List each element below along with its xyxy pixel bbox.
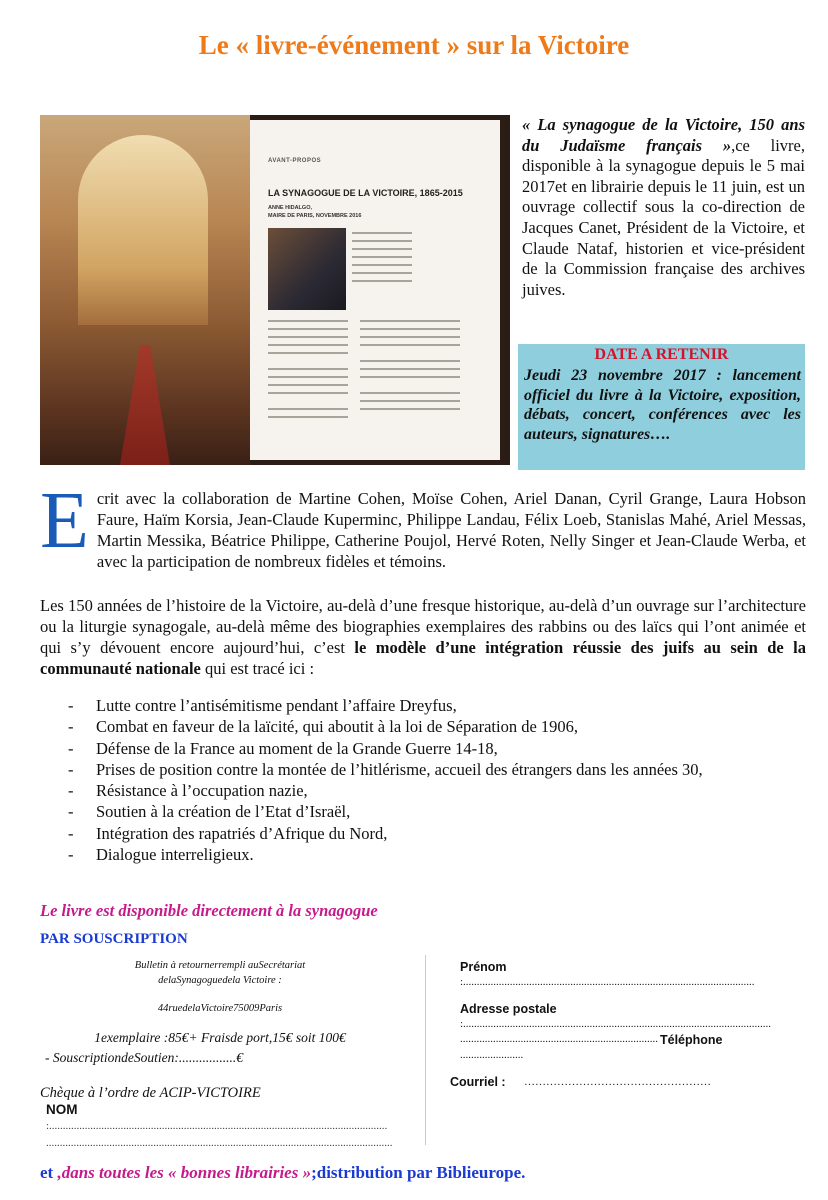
- adresse-field-line-2[interactable]: ........................................................................: [460, 1033, 658, 1045]
- history-text-after: qui est tracé ici :: [200, 659, 315, 678]
- history-text-before: Les 150 années de l’histoire de la Victoire, au-delà d’une fresque historique, au-delà d’un ouvrage sur l’architecture ou la liturgie synagogale, au-delà même des biographies exemplaires des rabbins ou des laïcs qui l’ont animée et qui s’y dévouent encore aujourd’hui, c’est: [40, 596, 806, 657]
- text-line: [352, 240, 412, 242]
- text-line: [268, 352, 348, 354]
- text-line: [268, 416, 348, 418]
- list-item: [68, 801, 828, 822]
- list-bullet: -: [68, 781, 74, 801]
- text-line: [268, 392, 348, 394]
- text-line: [352, 280, 412, 282]
- text-line: [268, 376, 348, 378]
- list-item-text: Dialogue interreligieux.: [96, 845, 254, 865]
- list-bullet: -: [68, 802, 74, 822]
- text-line: [360, 328, 460, 330]
- list-bullet: -: [68, 696, 74, 715]
- list-bullet: -: [68, 845, 74, 865]
- adresse-field-line-3[interactable]: .......................: [460, 1049, 524, 1061]
- text-line: [360, 344, 460, 346]
- list-item: [68, 780, 828, 801]
- bulletin-line-2: delaSynagoguedela Victoire :: [158, 975, 282, 986]
- history-paragraph: [40, 595, 806, 679]
- text-line: [268, 384, 348, 386]
- availability-note: Le livre est disponible directement à la synagogue: [40, 901, 378, 920]
- text-line: [268, 408, 348, 410]
- date-box-title: DATE A RETENIR: [594, 346, 729, 363]
- history-text-bold: le modèle d’une intégration réussie des juifs au sein de la communauté nationale: [40, 638, 806, 678]
- text-line: [352, 256, 412, 258]
- list-bullet: -: [68, 717, 74, 737]
- text-line: [268, 368, 348, 370]
- list-item-text: Combat en faveur de la laïcité, qui aboutit à la loi de Séparation de 1906,: [96, 717, 579, 737]
- list-item: [68, 844, 828, 865]
- book-page: [250, 120, 500, 460]
- list-bullet: -: [68, 759, 74, 779]
- courriel-field[interactable]: ……………………………………………: [524, 1076, 711, 1088]
- list-item-text: Prises de position contre la montée de l’hitlérisme, accueil des étrangers dans les années 30,: [96, 759, 703, 779]
- book-page-portrait: [268, 228, 346, 310]
- text-line: [360, 360, 460, 362]
- text-line: [352, 248, 412, 250]
- book-photo: [40, 115, 510, 465]
- adresse-field[interactable]: :................................................................................................................: [460, 1018, 772, 1030]
- book-page-subtitle: [268, 204, 361, 220]
- text-line: [360, 336, 460, 338]
- cheque-instructions: Chèque à l’ordre de ACIP-VICTOIRE: [40, 1085, 261, 1101]
- text-line: [268, 344, 348, 346]
- prenom-field[interactable]: :..........................................................................................................: [460, 976, 755, 988]
- intro-text: ,ce livre, disponible à la synagogue depuis le 5 mai 2017et en librairie depuis le 11 juin, est un ouvrage collectif sous la co-direction de Jacques Canet, Président de la Victoire, et Claude Nataf, historien et vice-président de la Commission française des archives juives.: [522, 135, 806, 299]
- text-line: [268, 320, 348, 322]
- text-line: [352, 272, 412, 274]
- list-item-text: Défense de la France au moment de la Grande Guerre 14-18,: [96, 738, 498, 758]
- text-line: [352, 232, 412, 234]
- footer-part-2: ,dans toutes les « bonnes librairies »: [57, 1163, 312, 1182]
- history-list: [68, 695, 828, 865]
- book-title: « La synagogue de la Victoire, 150 ans du Judaïsme français »: [522, 115, 805, 155]
- bulletin-instructions: [60, 958, 380, 988]
- form-divider: [425, 955, 426, 1145]
- text-line: [268, 328, 348, 330]
- book-page-title: LA SYNAGOGUE DE LA VICTOIRE, 1865-2015: [268, 188, 463, 198]
- courriel-label: Courriel :: [450, 1075, 506, 1089]
- nom-field[interactable]: :...........................................................................................................................: [46, 1120, 388, 1132]
- list-item-text: Soutien à la création de l’Etat d’Israël,: [96, 802, 351, 822]
- prenom-label: Prénom: [460, 960, 507, 974]
- support-subscription-line: - SouscriptiondeSoutien:.................€: [45, 1050, 243, 1065]
- collaboration-text: crit avec la collaboration de Martine Cohen, Moïse Cohen, Ariel Danan, Cyril Grange, Laura Hobson Faure, Haïm Korsia, Jean-Claude Kuperminc, Philippe Landau, Félix Loeb, Stanislas Mahé, Ariel Messas, Martin Messika, Béatrice Philippe, Catherine Poujol, Hervé Roten, Nelly Singer et Jean-Claude Werba, et avec la participation de nombreux fidèles et témoins.: [96, 489, 806, 571]
- list-item: [68, 823, 828, 844]
- text-line: [360, 392, 460, 394]
- list-bullet: -: [68, 823, 74, 843]
- page-title: Le « livre-événement » sur la Victoire: [198, 30, 630, 60]
- text-line: [360, 400, 460, 402]
- footer-part-1: et: [40, 1163, 58, 1182]
- distribution-footer: [40, 1163, 525, 1183]
- list-item: [68, 716, 828, 737]
- date-box: [518, 344, 805, 470]
- text-line: [360, 408, 460, 410]
- list-item: [68, 695, 828, 716]
- list-item: [68, 759, 828, 780]
- list-item-text: Intégration des rapatriés d’Afrique du Nord,: [96, 823, 388, 843]
- intro-paragraph: [522, 115, 805, 300]
- text-line: [360, 376, 460, 378]
- date-box-text: Jeudi 23 novembre 2017 : lancement officiel du livre à la Victoire, exposition, débats, concert, conférences avec les auteurs, signatures….: [524, 367, 801, 443]
- book-page-subtitle-1: ANNE HIDALGO,: [268, 205, 312, 211]
- nom-label: NOM: [46, 1102, 78, 1117]
- footer-part-3: ;distribution par Biblieurope.: [311, 1163, 526, 1182]
- list-bullet: -: [68, 738, 74, 758]
- price-line: 1exemplaire :85€+ Fraisde port,15€ soit 100€: [94, 1030, 346, 1045]
- subscription-heading: PAR SOUSCRIPTION: [40, 931, 188, 947]
- book-page-subtitle-2: MAIRE DE PARIS, NOVEMBRE 2016: [268, 213, 362, 219]
- list-item-text: Lutte contre l’antisémitisme pendant l’affaire Dreyfus,: [96, 696, 457, 715]
- telephone-label: Téléphone: [660, 1033, 723, 1047]
- text-line: [360, 368, 460, 370]
- list-item: [68, 738, 828, 759]
- text-line: [360, 320, 460, 322]
- adresse-label: Adresse postale: [460, 1002, 557, 1016]
- list-item-text: Résistance à l’occupation nazie,: [96, 781, 308, 801]
- synagogue-address: 44ruedelaVictoire75009Paris: [157, 1003, 283, 1014]
- synagogue-arch: [78, 135, 208, 325]
- collaboration-paragraph: [40, 477, 806, 572]
- text-line: [268, 336, 348, 338]
- bulletin-line-1: Bulletin à retournerrempli auSecrétariat: [134, 960, 306, 971]
- text-line: [352, 264, 412, 266]
- book-page-header: AVANT-PROPOS: [268, 158, 322, 164]
- nom-field-line-2[interactable]: ..............................................................................................................................: [46, 1137, 393, 1149]
- drop-cap: E: [40, 477, 89, 565]
